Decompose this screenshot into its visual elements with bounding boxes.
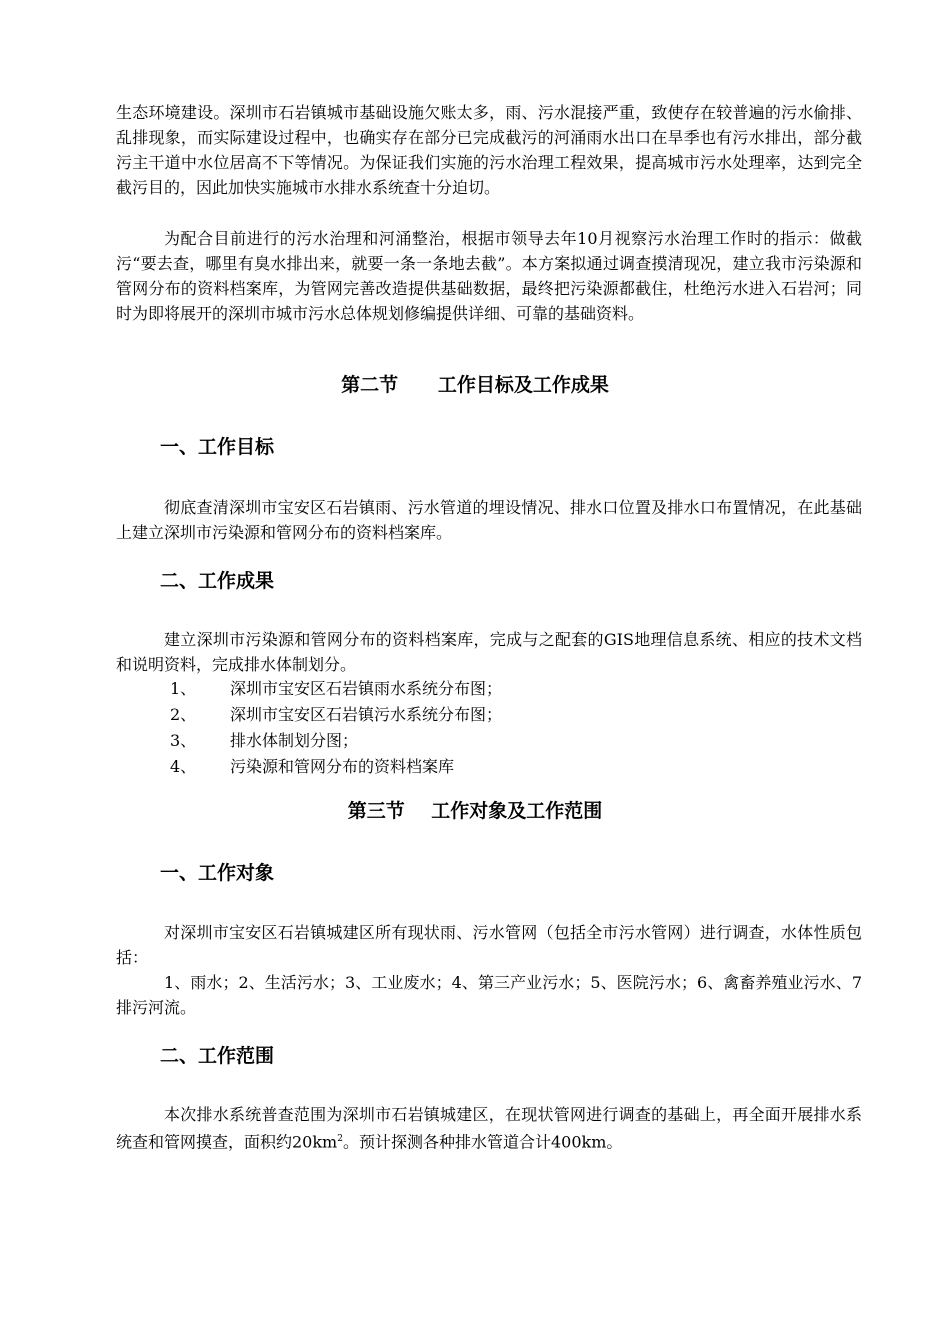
section-2-title: 第二节 工作目标及工作成果: [341, 374, 609, 396]
list-item: 3、 排水体制划分图；: [170, 731, 359, 750]
result-paragraph: 建立深圳市污染源和管网分布的资料档案库，完成与之配套的GIS地理信息系统、相应的技术文档和说明资料，完成排水体制划分。: [116, 630, 862, 674]
object-types-paragraph: 1、雨水；2、生活污水；3、工业废水；4、第三产业污水；5、医院污水；6、禽畜养殖业污水、7排污河流。: [116, 973, 862, 1017]
intro-paragraph-2: 为配合目前进行的污水治理和河涌整治，根据市领导去年10月视察污水治理工作时的指示：做截污“要去查，哪里有臭水排出来，就要一条一条地去截”。本方案拟通过调查摸清现况，建立我市污染源和管网分布的资料档案库，为管网完善改造提供基础数据，最终把污染源都截住，杜绝污水进入石岩河；同时为即将展开的深圳市城市污水总体规划修编提供详细、可靠的基础资料。: [116, 229, 862, 323]
section-3-title: 第三节 工作对象及工作范围: [347, 800, 603, 822]
list-item: 1、 深圳市宝安区石岩镇雨水系统分布图；: [170, 679, 503, 698]
result-list: [170, 676, 502, 780]
scope-paragraph: 本次排水系统普查范围为深圳市石岩镇城建区，在现状管网进行调查的基础上，再全面开展排水系统查和管网摸查，面积约$20km^2$。预计探测各种排水管道合计400km。: [116, 1105, 862, 1152]
object-heading: 一、工作对象: [160, 862, 275, 884]
result-heading: 二、工作成果: [160, 570, 275, 592]
goal-paragraph: 彻底查清深圳市宝安区石岩镇雨、污水管道的埋设情况、排水口位置及排水口布置情况，在此基础上建立深圳市污染源和管网分布的资料档案库。: [116, 498, 862, 542]
list-item: 4、 污染源和管网分布的资料档案库: [170, 757, 455, 776]
object-paragraph: 对深圳市宝安区石岩镇城建区所有现状雨、污水管网（包括全市污水管网）进行调查，水体性质包括：: [116, 923, 862, 967]
scope-heading: 二、工作范围: [160, 1045, 275, 1067]
intro-paragraph-1: 生态环境建设。深圳市石岩镇城市基础设施欠账太多，雨、污水混接严重，致使存在较普遍的污水偷排、乱排现象，而实际建设过程中，也确实存在部分已完成截污的河涌雨水出口在旱季也有污水排出，部分截污主干道中水位居高不下等情况。为保证我们实施的污水治理工程效果，提高城市污水处理率，达到完全截污目的，因此加快实施城市水排水系统查十分迫切。: [116, 103, 862, 197]
list-item: 2、 深圳市宝安区石岩镇污水系统分布图；: [170, 705, 503, 724]
goal-heading: 一、工作目标: [160, 436, 275, 458]
